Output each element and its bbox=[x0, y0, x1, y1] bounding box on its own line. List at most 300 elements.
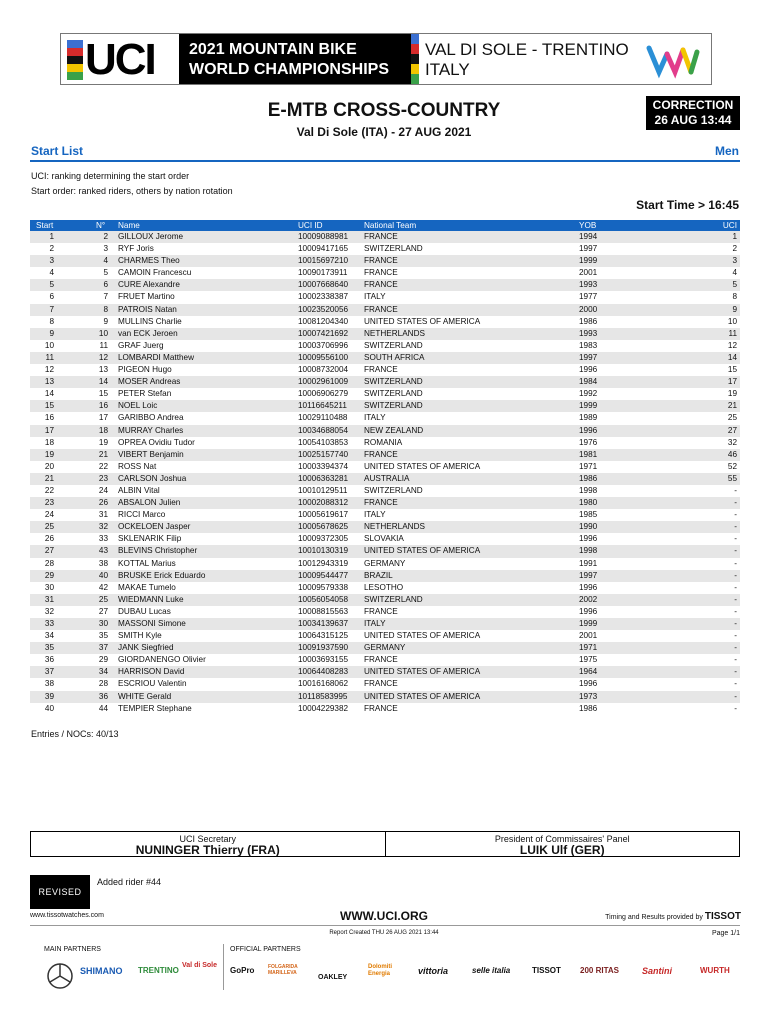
uci-id-cell: 10029110488 bbox=[298, 413, 348, 423]
mercedes-logo-icon bbox=[46, 962, 74, 990]
start-cell: 21 bbox=[44, 473, 54, 483]
uci-id-cell: 10006906279 bbox=[298, 389, 349, 399]
yob-cell: 1996 bbox=[579, 365, 598, 375]
bib-number-cell: 36 bbox=[98, 691, 108, 701]
uci-points-cell: 2 bbox=[732, 244, 737, 254]
rider-name-cell: WHITE Gerald bbox=[118, 691, 172, 701]
uci-points-cell: 5 bbox=[732, 280, 737, 290]
yob-cell: 1975 bbox=[579, 655, 598, 665]
uci-id-cell: 10091937590 bbox=[298, 643, 349, 653]
uci-id-cell: 10015697210 bbox=[298, 256, 349, 266]
national-team-cell: FRANCE bbox=[364, 268, 398, 278]
divider bbox=[30, 160, 740, 162]
national-team-cell: FRANCE bbox=[364, 498, 398, 508]
yob-cell: 1964 bbox=[579, 667, 598, 677]
rider-name-cell: MURRAY Charles bbox=[118, 425, 184, 435]
secretary-role: UCI Secretary bbox=[179, 834, 236, 844]
start-cell: 20 bbox=[44, 461, 54, 471]
partner-tissot: TISSOT bbox=[532, 966, 561, 975]
uci-id-cell: 10003693155 bbox=[298, 655, 349, 665]
rider-name-cell: MASSONI Simone bbox=[118, 619, 186, 628]
header-number: N° bbox=[96, 221, 106, 230]
uci-points-cell: - bbox=[734, 606, 737, 616]
rider-name-cell: PETER Stefan bbox=[118, 389, 172, 399]
start-cell: 14 bbox=[44, 389, 54, 399]
correction-label: CORRECTION bbox=[652, 98, 734, 112]
national-team-cell: NEW ZEALAND bbox=[364, 425, 424, 435]
national-team-cell: FRANCE bbox=[364, 606, 398, 616]
yob-cell: 1999 bbox=[579, 401, 598, 411]
uci-id-cell: 10081204340 bbox=[298, 316, 349, 326]
uci-points-cell: - bbox=[734, 570, 737, 580]
table-row bbox=[30, 449, 740, 461]
bib-number-cell: 3 bbox=[103, 244, 108, 254]
national-team-cell: FRANCE bbox=[364, 304, 398, 314]
rider-name-cell: HARRISON David bbox=[118, 667, 185, 677]
uci-points-cell: 19 bbox=[727, 389, 737, 399]
partners-divider bbox=[223, 944, 224, 990]
rider-name-cell: RYF Joris bbox=[118, 244, 154, 254]
national-team-cell: UNITED STATES OF AMERICA bbox=[364, 631, 481, 641]
uci-id-cell: 10118583995 bbox=[298, 691, 348, 701]
partner-dolomiti: Dolomiti Energia bbox=[368, 964, 392, 977]
bib-number-cell: 40 bbox=[98, 570, 108, 580]
rider-name-cell: MULLINS Charlie bbox=[118, 316, 182, 326]
uci-points-cell: 15 bbox=[727, 365, 737, 375]
bib-number-cell: 5 bbox=[103, 268, 108, 278]
venue-line1: VAL DI SOLE - TRENTINO bbox=[425, 40, 629, 59]
uci-id-cell: 10007668640 bbox=[298, 280, 349, 290]
uci-id-cell: 10064315125 bbox=[298, 631, 349, 641]
rider-name-cell: WIEDMANN Luke bbox=[118, 594, 184, 604]
uci-id-cell: 10010130319 bbox=[298, 546, 349, 556]
national-team-cell: FRANCE bbox=[364, 655, 398, 665]
table-row bbox=[30, 703, 740, 715]
bib-number-cell: 15 bbox=[98, 389, 108, 399]
uci-id-cell: 10009417165 bbox=[298, 244, 349, 254]
start-cell: 11 bbox=[45, 352, 54, 362]
yob-cell: 2002 bbox=[579, 594, 598, 604]
national-team-cell: NETHERLANDS bbox=[364, 328, 425, 338]
uci-id-cell: 10005619617 bbox=[298, 510, 349, 520]
start-cell: 28 bbox=[44, 558, 54, 568]
rider-name-cell: ROSS Nat bbox=[118, 461, 157, 471]
yob-cell: 1998 bbox=[579, 546, 598, 556]
rider-name-cell: ESCRIOU Valentin bbox=[118, 679, 187, 689]
yob-cell: 1981 bbox=[579, 449, 598, 459]
uci-points-cell: - bbox=[734, 485, 737, 495]
table-row bbox=[30, 666, 740, 678]
uci-id-cell: 10023520056 bbox=[298, 304, 349, 314]
start-cell: 34 bbox=[44, 631, 54, 641]
yob-cell: 1985 bbox=[579, 510, 598, 520]
start-cell: 38 bbox=[44, 679, 54, 689]
start-list-table bbox=[30, 220, 740, 715]
president-name: LUIK Ulf (GER) bbox=[519, 843, 605, 857]
bib-number-cell: 32 bbox=[98, 522, 108, 532]
uci-points-cell: - bbox=[734, 667, 737, 677]
uci-points-cell: 55 bbox=[727, 473, 737, 483]
start-cell: 1 bbox=[49, 232, 54, 241]
start-cell: 35 bbox=[44, 643, 54, 653]
start-cell: 37 bbox=[44, 667, 54, 677]
uci-id-cell: 10009544477 bbox=[298, 570, 349, 580]
start-cell: 40 bbox=[44, 703, 54, 713]
bib-number-cell: 18 bbox=[98, 425, 108, 435]
start-cell: 36 bbox=[44, 655, 54, 665]
rider-name-cell: CHARMES Theo bbox=[118, 256, 180, 266]
yob-cell: 1990 bbox=[579, 522, 598, 532]
bib-number-cell: 19 bbox=[98, 437, 108, 447]
bib-number-cell: 28 bbox=[98, 679, 108, 689]
correction-date: 26 AUG 13:44 bbox=[654, 113, 732, 127]
table-row bbox=[30, 231, 740, 243]
rider-name-cell: OPREA Ovidiu Tudor bbox=[118, 437, 195, 447]
bib-number-cell: 11 bbox=[99, 340, 108, 350]
bib-number-cell: 37 bbox=[98, 643, 108, 653]
national-team-cell: SOUTH AFRICA bbox=[364, 352, 425, 362]
partner-trentino: TRENTINO bbox=[138, 966, 179, 975]
national-team-cell: ITALY bbox=[364, 413, 386, 423]
partner-wurth: WURTH bbox=[700, 966, 730, 975]
yob-cell: 1989 bbox=[579, 413, 598, 423]
venue-line2: ITALY bbox=[425, 60, 470, 79]
rainbow-stripes bbox=[67, 40, 83, 80]
uci-id-cell: 10008815563 bbox=[298, 606, 349, 616]
yob-cell: 2001 bbox=[579, 268, 598, 278]
yob-cell: 1997 bbox=[579, 352, 598, 362]
uci-id-cell: 10025157740 bbox=[298, 449, 349, 459]
start-order-note: Start order: ranked riders, others by nation rotation bbox=[31, 186, 233, 196]
national-team-cell: ITALY bbox=[364, 510, 386, 520]
bib-number-cell: 12 bbox=[98, 352, 108, 362]
national-team-cell: UNITED STATES OF AMERICA bbox=[364, 316, 481, 326]
rider-name-cell: JANK Siegfried bbox=[118, 643, 174, 653]
national-team-cell: ITALY bbox=[364, 619, 386, 628]
footer-divider bbox=[30, 925, 740, 926]
table-row bbox=[30, 279, 740, 291]
uci-id-cell: 10003394374 bbox=[298, 461, 349, 471]
section-start-list: Start List bbox=[31, 144, 84, 158]
yob-cell: 1997 bbox=[579, 570, 598, 580]
bib-number-cell: 16 bbox=[98, 401, 108, 411]
bib-number-cell: 2 bbox=[103, 232, 108, 241]
bib-number-cell: 21 bbox=[98, 449, 108, 459]
uci-points-cell: - bbox=[734, 703, 737, 713]
table-row bbox=[30, 582, 740, 594]
uci-id-cell: 10002088312 bbox=[298, 498, 349, 508]
rider-name-cell: PIGEON Hugo bbox=[118, 365, 172, 375]
national-team-cell: FRANCE bbox=[364, 703, 398, 713]
table-row bbox=[30, 388, 740, 400]
entries-count: Entries / NOCs: 40/13 bbox=[31, 729, 119, 739]
bib-number-cell: 42 bbox=[98, 582, 108, 592]
uci-points-cell: 4 bbox=[732, 268, 737, 278]
national-team-cell: UNITED STATES OF AMERICA bbox=[364, 691, 481, 701]
bib-number-cell: 14 bbox=[98, 377, 108, 387]
table-row bbox=[30, 316, 740, 328]
rider-name-cell: GARIBBO Andrea bbox=[118, 413, 184, 423]
table-body bbox=[30, 231, 740, 715]
start-cell: 4 bbox=[49, 268, 54, 278]
uci-points-cell: 32 bbox=[727, 437, 737, 447]
yob-cell: 1996 bbox=[579, 582, 598, 592]
national-team-cell: ITALY bbox=[364, 292, 386, 302]
uci-id-cell: 10002961009 bbox=[298, 377, 349, 387]
national-team-cell: FRANCE bbox=[364, 232, 398, 241]
bib-number-cell: 23 bbox=[98, 473, 108, 483]
yob-cell: 2000 bbox=[579, 304, 598, 314]
championship-line2: WORLD CHAMPIONSHIPS bbox=[189, 61, 389, 78]
uci-id-cell: 10010129511 bbox=[298, 485, 348, 495]
uci-id-cell: 10009088981 bbox=[298, 232, 349, 241]
partner-val-di-sole: Val di Sole bbox=[182, 962, 218, 969]
start-cell: 29 bbox=[44, 570, 54, 580]
timing-label: Timing and Results provided by bbox=[605, 914, 703, 921]
start-cell: 25 bbox=[44, 522, 54, 532]
start-cell: 17 bbox=[44, 425, 54, 435]
uci-points-cell: 46 bbox=[727, 449, 737, 459]
national-team-cell: ROMANIA bbox=[364, 437, 403, 447]
yob-cell: 1993 bbox=[579, 328, 598, 338]
partner-oakley: OAKLEY bbox=[318, 974, 348, 981]
rider-name-cell: GILLOUX Jerome bbox=[118, 232, 184, 241]
national-team-cell: FRANCE bbox=[364, 679, 398, 689]
uci-points-cell: 52 bbox=[727, 461, 737, 471]
header-name: Name bbox=[118, 221, 140, 230]
rider-name-cell: OCKELOEN Jasper bbox=[118, 522, 191, 532]
yob-cell: 1986 bbox=[579, 473, 598, 483]
uci-id-cell: 10005678625 bbox=[298, 522, 349, 532]
yob-cell: 1999 bbox=[579, 256, 598, 266]
uci-points-cell: - bbox=[734, 655, 737, 665]
report-created: Report Created THU 26 AUG 2021 13:44 bbox=[329, 930, 439, 936]
table-row bbox=[30, 328, 740, 340]
yob-cell: 1971 bbox=[579, 461, 598, 471]
uci-points-cell: 25 bbox=[727, 413, 737, 423]
table-row bbox=[30, 267, 740, 279]
revision-note: Added rider #44 bbox=[97, 877, 162, 887]
start-cell: 3 bbox=[49, 256, 54, 266]
uci-points-cell: - bbox=[734, 582, 737, 592]
uci-points-cell: 1 bbox=[732, 232, 737, 241]
start-cell: 13 bbox=[44, 377, 54, 387]
bib-number-cell: 9 bbox=[103, 316, 108, 326]
national-team-cell: GERMANY bbox=[364, 558, 406, 568]
start-cell: 33 bbox=[44, 619, 54, 628]
table-row bbox=[30, 606, 740, 618]
table-row bbox=[30, 630, 740, 642]
official-partners-label: OFFICIAL PARTNERS bbox=[230, 946, 301, 953]
bib-number-cell: 38 bbox=[98, 558, 108, 568]
rider-name-cell: FRUET Martino bbox=[118, 292, 175, 302]
header-uci-points: UCI bbox=[722, 221, 737, 230]
rider-name-cell: GRAF Juerg bbox=[118, 340, 164, 350]
table-row bbox=[30, 437, 740, 449]
national-team-cell: UNITED STATES OF AMERICA bbox=[364, 667, 481, 677]
yob-cell: 1984 bbox=[579, 377, 598, 387]
national-team-cell: FRANCE bbox=[364, 449, 398, 459]
table-row bbox=[30, 473, 740, 485]
uci-points-cell: 9 bbox=[732, 304, 737, 314]
partner-selle-italia: selle italia bbox=[472, 966, 511, 975]
secretary-name: NUNINGER Thierry (FRA) bbox=[135, 843, 280, 857]
table-row bbox=[30, 642, 740, 654]
partner-folgarida: FOLGARIDA MARILLEVA bbox=[268, 964, 298, 976]
bib-number-cell: 4 bbox=[103, 256, 108, 266]
start-cell: 22 bbox=[44, 485, 54, 495]
bib-number-cell: 8 bbox=[103, 304, 108, 314]
start-cell: 8 bbox=[49, 316, 54, 326]
uci-points-cell: 27 bbox=[727, 425, 737, 435]
uci-points-cell: 11 bbox=[728, 328, 737, 338]
uci-id-cell: 10016168062 bbox=[298, 679, 349, 689]
venue-text bbox=[425, 40, 629, 80]
uci-id-cell: 10012943319 bbox=[298, 558, 349, 568]
table-row bbox=[30, 594, 740, 606]
uci-id-cell: 10009579338 bbox=[298, 582, 349, 592]
uci-points-cell: 8 bbox=[732, 292, 737, 302]
table-row bbox=[30, 304, 740, 316]
uci-id-cell: 10007421692 bbox=[298, 328, 349, 338]
rider-name-cell: LOMBARDI Matthew bbox=[118, 352, 194, 362]
uci-points-cell: - bbox=[734, 498, 737, 508]
bib-number-cell: 26 bbox=[98, 498, 108, 508]
uci-id-cell: 10054103853 bbox=[298, 437, 349, 447]
start-cell: 19 bbox=[44, 449, 54, 459]
bib-number-cell: 13 bbox=[98, 365, 108, 375]
uci-id-cell: 10003706996 bbox=[298, 340, 349, 350]
table-row bbox=[30, 678, 740, 690]
bib-number-cell: 10 bbox=[98, 328, 108, 338]
uci-id-cell: 10034688054 bbox=[298, 425, 349, 435]
start-cell: 39 bbox=[44, 691, 54, 701]
table-row bbox=[30, 509, 740, 521]
yob-cell: 1980 bbox=[579, 498, 598, 508]
yob-cell: 1991 bbox=[579, 558, 598, 568]
president-role: President of Commissaires' Panel bbox=[494, 834, 630, 844]
page-number: Page 1/1 bbox=[711, 930, 740, 937]
start-cell: 6 bbox=[49, 292, 54, 302]
national-team-cell: SWITZERLAND bbox=[364, 401, 423, 411]
event-banner bbox=[60, 33, 712, 85]
table-row bbox=[30, 485, 740, 497]
bib-number-cell: 25 bbox=[98, 594, 108, 604]
yob-cell: 1996 bbox=[579, 679, 598, 689]
uci-points-cell: - bbox=[734, 522, 737, 532]
yob-cell: 1986 bbox=[579, 703, 598, 713]
rider-name-cell: MAKAE Tumelo bbox=[118, 582, 176, 592]
start-cell: 24 bbox=[44, 510, 54, 520]
bib-number-cell: 29 bbox=[98, 655, 108, 665]
uci-id-cell: 10002338387 bbox=[298, 292, 349, 302]
national-team-cell: SWITZERLAND bbox=[364, 244, 423, 254]
national-team-cell: SWITZERLAND bbox=[364, 340, 423, 350]
bib-number-cell: 35 bbox=[98, 631, 108, 641]
uci-points-cell: - bbox=[734, 643, 737, 653]
bib-number-cell: 24 bbox=[98, 485, 108, 495]
rider-name-cell: SMITH Kyle bbox=[118, 631, 162, 641]
rider-name-cell: CAMOIN Francescu bbox=[118, 268, 192, 278]
table-row bbox=[30, 618, 740, 630]
uci-points-cell: 10 bbox=[727, 316, 737, 326]
page-title: E-MTB CROSS-COUNTRY bbox=[267, 100, 501, 121]
start-cell: 12 bbox=[44, 365, 54, 375]
bib-number-cell: 6 bbox=[103, 280, 108, 290]
start-cell: 7 bbox=[49, 304, 54, 314]
section-category: Men bbox=[715, 144, 739, 158]
yob-cell: 1998 bbox=[579, 485, 598, 495]
secretary-signature bbox=[31, 832, 385, 856]
tissot-brand: TISSOT bbox=[704, 911, 741, 922]
yob-cell: 1977 bbox=[579, 292, 598, 302]
uci-points-cell: - bbox=[734, 510, 737, 520]
table-row bbox=[30, 340, 740, 352]
national-team-cell: AUSTRALIA bbox=[364, 473, 410, 483]
national-team-cell: FRANCE bbox=[364, 280, 398, 290]
bib-number-cell: 27 bbox=[98, 606, 108, 616]
start-cell: 5 bbox=[49, 280, 54, 290]
rider-name-cell: DUBAU Lucas bbox=[118, 606, 171, 616]
table-row bbox=[30, 243, 740, 255]
rider-name-cell: VIBERT Benjamin bbox=[118, 449, 184, 459]
yob-cell: 1971 bbox=[579, 643, 598, 653]
uci-points-cell: - bbox=[734, 594, 737, 604]
yob-cell: 1992 bbox=[579, 389, 598, 399]
rider-name-cell: RICCI Marco bbox=[118, 510, 166, 520]
bib-number-cell: 34 bbox=[98, 667, 108, 677]
national-team-cell: GERMANY bbox=[364, 643, 406, 653]
uci-website-link[interactable]: WWW.UCI.ORG bbox=[340, 909, 428, 923]
rainbow-bar bbox=[411, 34, 419, 84]
uci-points-cell: - bbox=[734, 546, 737, 556]
yob-cell: 1996 bbox=[579, 425, 598, 435]
national-team-cell: LESOTHO bbox=[364, 582, 404, 592]
signature-box bbox=[30, 831, 740, 857]
correction-badge bbox=[646, 96, 740, 130]
partner-200-ritas: 200 RITAS bbox=[580, 966, 619, 975]
national-team-cell: FRANCE bbox=[364, 365, 398, 375]
header-uci-id: UCI ID bbox=[298, 221, 323, 230]
uci-points-cell: - bbox=[734, 679, 737, 689]
tissot-link[interactable]: www.tissotwatches.com bbox=[30, 912, 104, 919]
start-cell: 27 bbox=[44, 546, 54, 556]
yob-cell: 1983 bbox=[579, 340, 598, 350]
uci-points-cell: 21 bbox=[727, 401, 737, 411]
uci-logo: UCI bbox=[85, 35, 155, 84]
start-cell: 9 bbox=[49, 328, 54, 338]
rider-name-cell: KOTTAL Marius bbox=[118, 558, 176, 568]
uci-points-cell: 12 bbox=[727, 340, 737, 350]
uci-points-cell: 3 bbox=[732, 256, 737, 266]
table-row bbox=[30, 461, 740, 473]
timing-credit bbox=[605, 911, 741, 922]
start-cell: 26 bbox=[44, 534, 54, 544]
championship-line1: 2021 MOUNTAIN BIKE bbox=[189, 41, 357, 58]
yob-cell: 1993 bbox=[579, 280, 598, 290]
table-row bbox=[30, 364, 740, 376]
header-team: National Team bbox=[364, 221, 417, 230]
page-subtitle: Val Di Sole (ITA) - 27 AUG 2021 bbox=[296, 125, 472, 139]
table-row bbox=[30, 352, 740, 364]
start-cell: 16 bbox=[44, 413, 54, 423]
table-row bbox=[30, 412, 740, 424]
uci-points-cell: - bbox=[734, 558, 737, 568]
rider-name-cell: MOSER Andreas bbox=[118, 377, 181, 387]
start-cell: 15 bbox=[44, 401, 54, 411]
start-cell: 18 bbox=[44, 437, 54, 447]
table-row bbox=[30, 691, 740, 703]
